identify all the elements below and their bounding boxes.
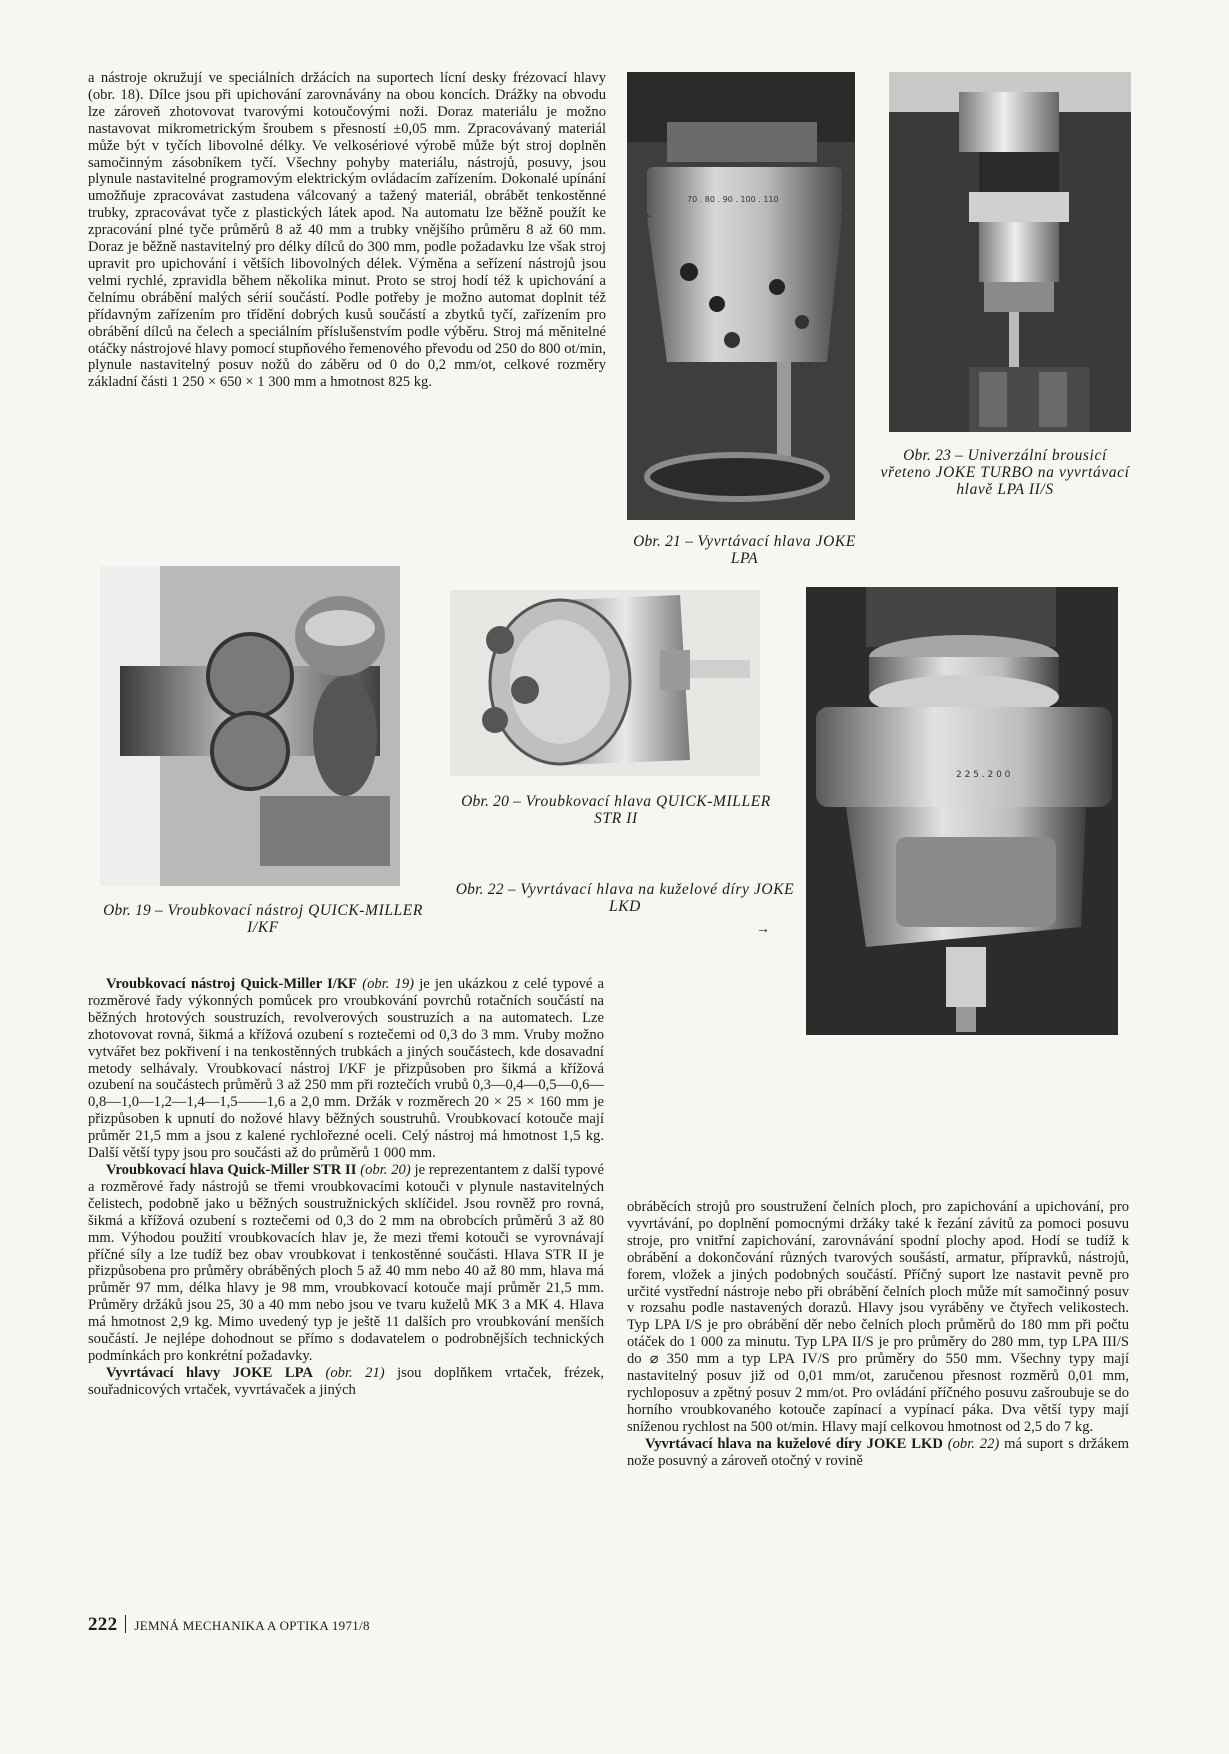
figure-20-photo [450,590,760,776]
page-footer [88,1614,370,1636]
knurling-head-str-image [450,590,760,776]
figure-21-caption: Obr. 21 – Vyvrtávací hlava JOKE LPA [633,533,856,567]
paragraph-body: je reprezentantem z další typové a rozměrové řady nástrojů se třemi vroubkovacími kotouči v plynule nastavitelných čelistech, podobně jako u běžných soustružnických sklíčidel. Jsou rovněž pro rovná, šikmá a křížová ozubení s roztečemi od 0,3 do 2 mm na obrobcích průměrů 3 až 80 mm. Výhodou použití vroubkovacích hlav je, že mezi třemi kotouči se vyrovnávají příčné síly a lze tudíž bez obav vroubkovat i tenkostěnné součásti. Hlava STR II je přizpůsobena pro průměry obráběných ploch 5 až 40 mm nebo 40 až 80 mm, hlava má průměr 97 mm, délka hlavy je 98 mm, vroubkovací kotouče mají průměr 21,5 mm. Průměry držáků jsou 25, 30 a 40 mm nebo jsou ve tvaru kuželů MK 3 a MK 4. Hlava má hmotnost 2,9 kg. Mimo uvedený typ je ještě 11 dalších pro vroubkování menších součástí. Je nejlépe dohodnout se přímo s dodavatelem o podrobnějších technických podmínkách pro konkrétní požadavky. [88,1161,605,1364]
boring-head-lpa-image [627,72,855,520]
figure-reference: (obr. 22) [947,1435,1000,1452]
paragraph-heading: Vyvrtávací hlavy JOKE LPA [106,1364,313,1381]
figure-reference: (obr. 19) [362,976,415,992]
paragraph: a nástroje okružují ve speciálních držácích na suportech lícní desky frézovací hlavy (obr. 18). Dílce jsou při upichování zarovnávány na obou koncích. Drážky na obvodu lze zároveň zhotovovat tvarovými kotoučovými noži. Doraz materiálu je možno nastavovat mikrometrickým šroubem s přesností ±0,05 mm. Zpracovávaný materiál může být v tyčích libovolné délky. Ve velkosériové výrobě může být stroj doplněn samočinným zásobníkem tyčí. Všechny pohyby materiálu, nástrojů, posuvy, jsou plynule nastavitelné programovým elektrickým ovládacím zařízením. Dokonalé upínání umožňuje zpracovávat zastudena válcovaný a tažený materiál, obrábět tenkostěnné trubky, zpracovávat tyče z plastických látek apod. Na automatu lze běžně použít ke zpracování plné tyče průměrů 8 až 40 mm a trubky vnějšího průměru 8 až 60 mm. Doraz je běžně nastavitelný pro délky dílců do 300 mm, podle požadavku lze však stroj upravit pro upichování i větších libovolných délek. Výměna a seřízení nástrojů jsou velmi rychlé, zpravidla během několika minut. Proto se stroj hodí též k upichování a čelnímu obrábění malých sérií součástí. Podle potřeby je možno automat doplnit též přídavným zařízením pro třídění dobrých kusů součástí a zbytků tyčí, zařízením pro obrábění dílců na čelech a speciálním příslušenstvím podle výběru. Stroj má měnitelné otáčky nástrojové hlavy pomocí stupňového řemenového převodu od 250 do 800 ot/min, plynule nastavitelný posuv nožů do záběru od 0 do 0,2 mm/ot, celkové rozměry základní části 1 250 × 650 × 1 300 mm a hmotnost 825 kg. [88,70,606,391]
paragraph-joke-lkd [627,1436,1129,1470]
journal-title: JEMNÁ MECHANIKA A OPTIKA 1971/8 [134,1618,370,1633]
paragraph-quick-miller-ikf [88,976,604,1162]
dial-text: 2 2 5 . 2 0 0 [956,770,1011,780]
continuation-arrow: → [756,922,770,937]
grinding-spindle-image [889,72,1131,432]
figure-19-caption: Obr. 19 – Vroubkovací nástroj QUICK-MILLER I/KF [103,902,423,936]
figure-19-photo [100,566,400,886]
bottom-left-text-column [88,976,604,1399]
paragraph-heading: Vroubkovací nástroj Quick-Miller I/KF [106,976,358,992]
boring-head-lkd-image [806,587,1118,1035]
paragraph-body: jsou doplňkem vrtaček, frézek, souřadnicových vrtaček, vyvrtávaček a jiných [88,1364,605,1398]
footer-divider [125,1615,126,1633]
scale-text: 70 . 80 . 90 . 100 . 110 [687,195,779,204]
top-left-text-column [88,70,606,391]
figure-23-caption: Obr. 23 – Univerzální brousicí vřeteno JOKE TURBO na vyvrtávací hlavě LPA II/S [880,447,1130,498]
paragraph-body: je jen ukázkou z celé typové a rozměrové řady výkonných pomůcek pro vroubkování povrchů rotačních součástí na běžných hrotových soustruzích, revolverových soustruzích a na automatech. Lze zhotovovat rovná, šikmá a křížová ozubení s roztečemi od 0,3 do 3 mm. Vruby možno vytvářet bez pokřivení i na tenkostěnných trubkách a jiných součástech, kde dosavadní metody selhávaly. Vroubkovací nástroj I/KF je přizpůsoben pro šikmá a křížová ozubení na součástech průměrů 3 až 250 mm při roztečích vrubů 0,3—0,4—0,5—0,6—0,8—1,0—1,2—1,4—1,5——1,6 a 2,0 mm. Držák v rozměrech 20 × 25 × 160 mm je přizpůsoben k upnutí do nožové hlavy běžných soustruhů. Vroubkovací kotouče mají průměr 21,5 mm a jsou z kalené rychlořezné oceli. Celý nástroj má hmotnost 1,5 kg. Další větší typy jsou pro součásti až do průměrů 1 000 mm. [88,976,605,1162]
paragraph-heading: Vyvrtávací hlava na kuželové díry JOKE LKD [645,1435,943,1452]
figure-21-photo [627,72,855,520]
figure-22-caption: Obr. 22 – Vyvrtávací hlava na kuželové díry JOKE LKD [455,881,795,915]
figure-reference: (obr. 20) [360,1161,411,1178]
knurling-tool-image [100,566,400,886]
paragraph-heading: Vroubkovací hlava Quick-Miller STR II [106,1161,357,1178]
figure-22-photo [806,587,1118,1035]
paragraph-lpa-continued: obráběcích strojů pro soustružení čelních ploch, pro zapichování a upichování, pro vyvrtávání, po doplnění pomocnými držáky také k řezání závitů za pomoci posuvu stroje, pro vnitřní zapichování, zarovnávání spodní plochy apod. Hodí se tudíž k obrábění a dokončování různých tvarových soušástí, armatur, přípravků, nástrojů, forem, vložek a jiných podobných součástí. Příčný suport lze nastavit pevně pro určité vystřední nástroje nebo při obrábění čelních ploch může mít samočinný posuv v rozsahu podle nastavených dorazů. Hlavy jsou vyráběny ve čtyřech velikostech. Typ LPA I/S je pro obrábění děr nebo čelních ploch průměrů do 180 mm při počtu otáček do 1 000 za minutu. Typ LPA II/S je pro průměry do 280 mm, typ LPA III/S do ⌀ 350 mm a typ LPA IV/S pro průměry do 550 mm. Všechny typy mají nastavitelný posuv již od 0,01 mm/ot, zaručenou přesnost rozměrů 0,01 mm, rychloposuv a zpětný posuv 2 mm/ot. Pro ovládání příčného posuvu zašroubuje se do horního vroubkovaného kotouče zapínací a vypínací páka. Dva větší typy mají sníženou rychlost na 500 ot/min. Hlavy mají celkovou hmotnost od 2,5 do 7 kg. [627,1199,1129,1435]
figure-reference: (obr. 21) [325,1364,385,1381]
page-number: 222 [88,1614,118,1635]
paragraph-body: má suport s držákem nože posuvný a zároveň otočný v rovině [627,1435,1129,1469]
paragraph-joke-lpa [88,1365,604,1399]
paragraph-quick-miller-str [88,1162,604,1365]
figure-23-photo [889,72,1131,432]
figure-20-caption: Obr. 20 – Vroubkovací hlava QUICK-MILLER STR II [461,793,771,827]
bottom-right-text-column [627,1199,1129,1470]
